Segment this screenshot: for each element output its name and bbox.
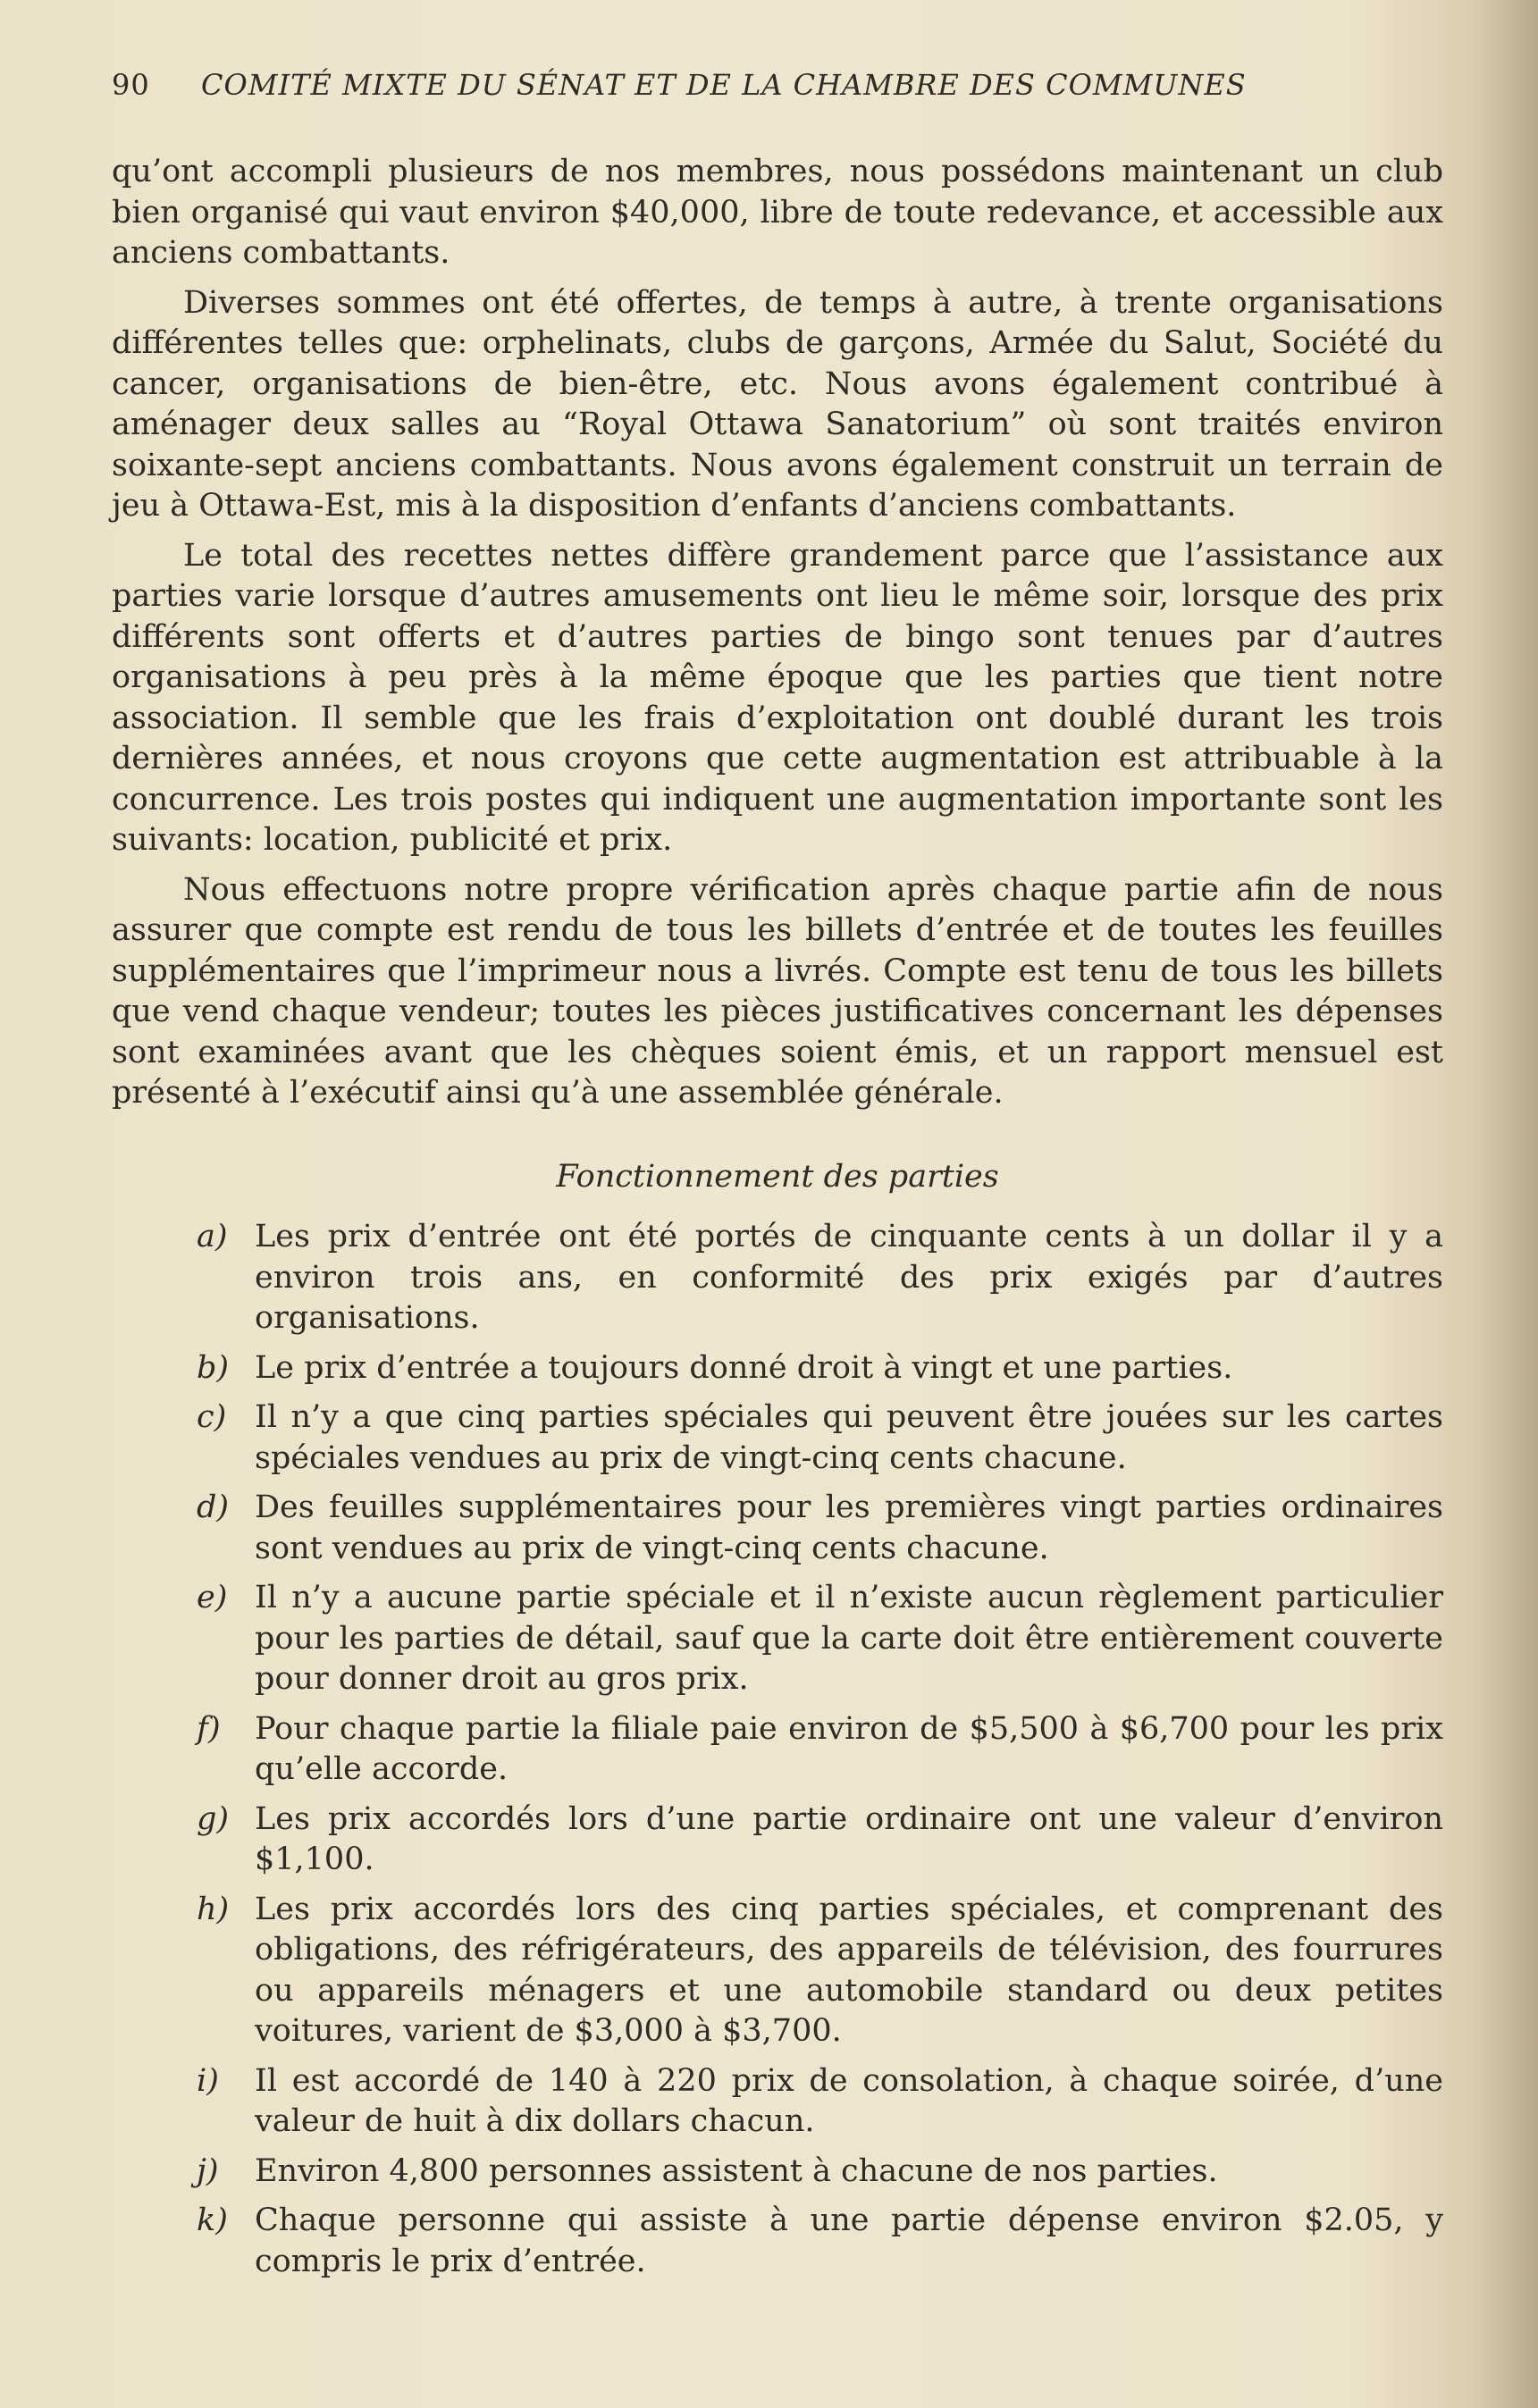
list-item-label: i) xyxy=(197,2062,219,2099)
list-item-label: d) xyxy=(197,1489,230,1525)
list-item xyxy=(112,1348,1443,1389)
list-item xyxy=(112,1709,1443,1791)
list-item xyxy=(112,1217,1443,1339)
running-title: COMITÉ MIXTE DU SÉNAT ET DE LA CHAMBRE DES COMMUNES xyxy=(201,68,1247,102)
running-header xyxy=(112,68,1363,102)
list-item xyxy=(112,1397,1443,1479)
list-item xyxy=(112,1578,1443,1700)
list-item-label: j) xyxy=(197,2152,219,2189)
list-item xyxy=(112,2201,1443,2282)
list-item-text: Chaque personne qui assiste à une partie dépense environ $2.05, y compris le prix d’entrée. xyxy=(255,2202,1443,2279)
list-item xyxy=(112,2152,1443,2193)
list-item xyxy=(112,1890,1443,2052)
paragraph: qu’ont accompli plusieurs de nos membres, nous possédons maintenant un club bien organisé qui vaut environ $40,000, libre de toute redevance, et accessible aux anciens combattants. xyxy=(112,154,1443,271)
list-item-text: Pour chaque partie la filiale paie environ de $5,500 à $6,700 pour les prix qu’elle accorde. xyxy=(255,1710,1443,1787)
paragraph: Le total des recettes nettes diffère grandement parce que l’assistance aux parties varie lorsque d’autres amusements ont lieu le même soir, lorsque des prix différents sont offerts et d’autres parties de bingo sont tenues par d’autres organisations à peu près à la même époque que les parties que tient notre association. Il semble que les frais d’exploitation ont doublé durant les trois dernières années, et nous croyons que cette augmentation est attribuable à la concurrence. Les trois postes qui indiquent une augmentation importante sont les suivants: location, publicité et prix. xyxy=(112,537,1443,858)
list-item-label: b) xyxy=(197,1349,230,1386)
list-item xyxy=(112,2061,1443,2143)
list-item-text: Les prix d’entrée ont été portés de cinquante cents à un dollar il y a environ trois ans, en conformité des prix exigés par d’autres organisations. xyxy=(255,1219,1443,1336)
list-item-label: f) xyxy=(197,1710,221,1747)
list-item-label: g) xyxy=(197,1800,230,1837)
list-item xyxy=(112,1488,1443,1569)
list-item-text: Des feuilles supplémentaires pour les premières vingt parties ordinaires sont vendues au prix de vingt-cinq cents chacune. xyxy=(255,1489,1443,1566)
list-item-text: Le prix d’entrée a toujours donné droit à vingt et une parties. xyxy=(255,1349,1233,1386)
list-item-text: Il n’y a que cinq parties spéciales qui peuvent être jouées sur les cartes spéciales vendues au prix de vingt-cinq cents chacune. xyxy=(255,1399,1443,1476)
section-heading: Fonctionnement des parties xyxy=(556,1158,999,1195)
list-item-label: a) xyxy=(197,1219,228,1254)
list-item-text: Les prix accordés lors des cinq parties spéciales, et comprenant des obligations, des réfrigérateurs, des appareils de télévision, des fourrures ou appareils ménagers et une automobile standard ou deux petites voitures, varient de $3,000 à $3,700. xyxy=(255,1891,1443,2049)
paragraph: Diverses sommes ont été offertes, de temps à autre, à trente organisations différentes telles que: orphelinats, clubs de garçons, Armée du Salut, Société du cancer, organisations de bien-être, etc. Nous avons également contribué à aménager deux salles au “Royal Ottawa Sanatorium” où sont traités environ soixante-sept anciens combattants. Nous avons également construit un terrain de jeu à Ottawa-Est, mis à la disposition d’enfants d’anciens combattants. xyxy=(112,284,1443,524)
body-text xyxy=(112,152,1443,2291)
list-item-text: Les prix accordés lors d’une partie ordinaire ont une valeur d’environ $1,100. xyxy=(255,1800,1443,1877)
list-item-text: Il n’y a aucune partie spéciale et il n’existe aucun règlement particulier pour les parties de détail, sauf que la carte doit être entièrement couverte pour donner droit au gros prix. xyxy=(255,1580,1443,1697)
paragraph: Nous effectuons notre propre vérification après chaque partie afin de nous assurer que compte est rendu de tous les billets d’entrée et de toutes les feuilles supplémentaires que l’imprimeur nous a livrés. Compte est tenu de tous les billets que vend chaque vendeur; toutes les pièces justificatives concernant les dépenses sont examinées avant que les chèques soient émis, et un rapport mensuel est présenté à l’exécutif ainsi qu’à une assemblée générale. xyxy=(112,871,1443,1111)
list-item-label: k) xyxy=(197,2202,228,2238)
list-item-text: Il est accordé de 140 à 220 prix de consolation, à chaque soirée, d’une valeur de huit à dix dollars chacun. xyxy=(255,2062,1443,2139)
list-item-text: Environ 4,800 personnes assistent à chacune de nos parties. xyxy=(255,2152,1218,2189)
operations-list xyxy=(112,1217,1443,2282)
list-item-label: h) xyxy=(197,1891,230,1927)
list-item-label: e) xyxy=(197,1580,228,1615)
list-item xyxy=(112,1800,1443,1881)
page-number: 90 xyxy=(112,68,150,102)
list-item-label: c) xyxy=(197,1399,227,1435)
